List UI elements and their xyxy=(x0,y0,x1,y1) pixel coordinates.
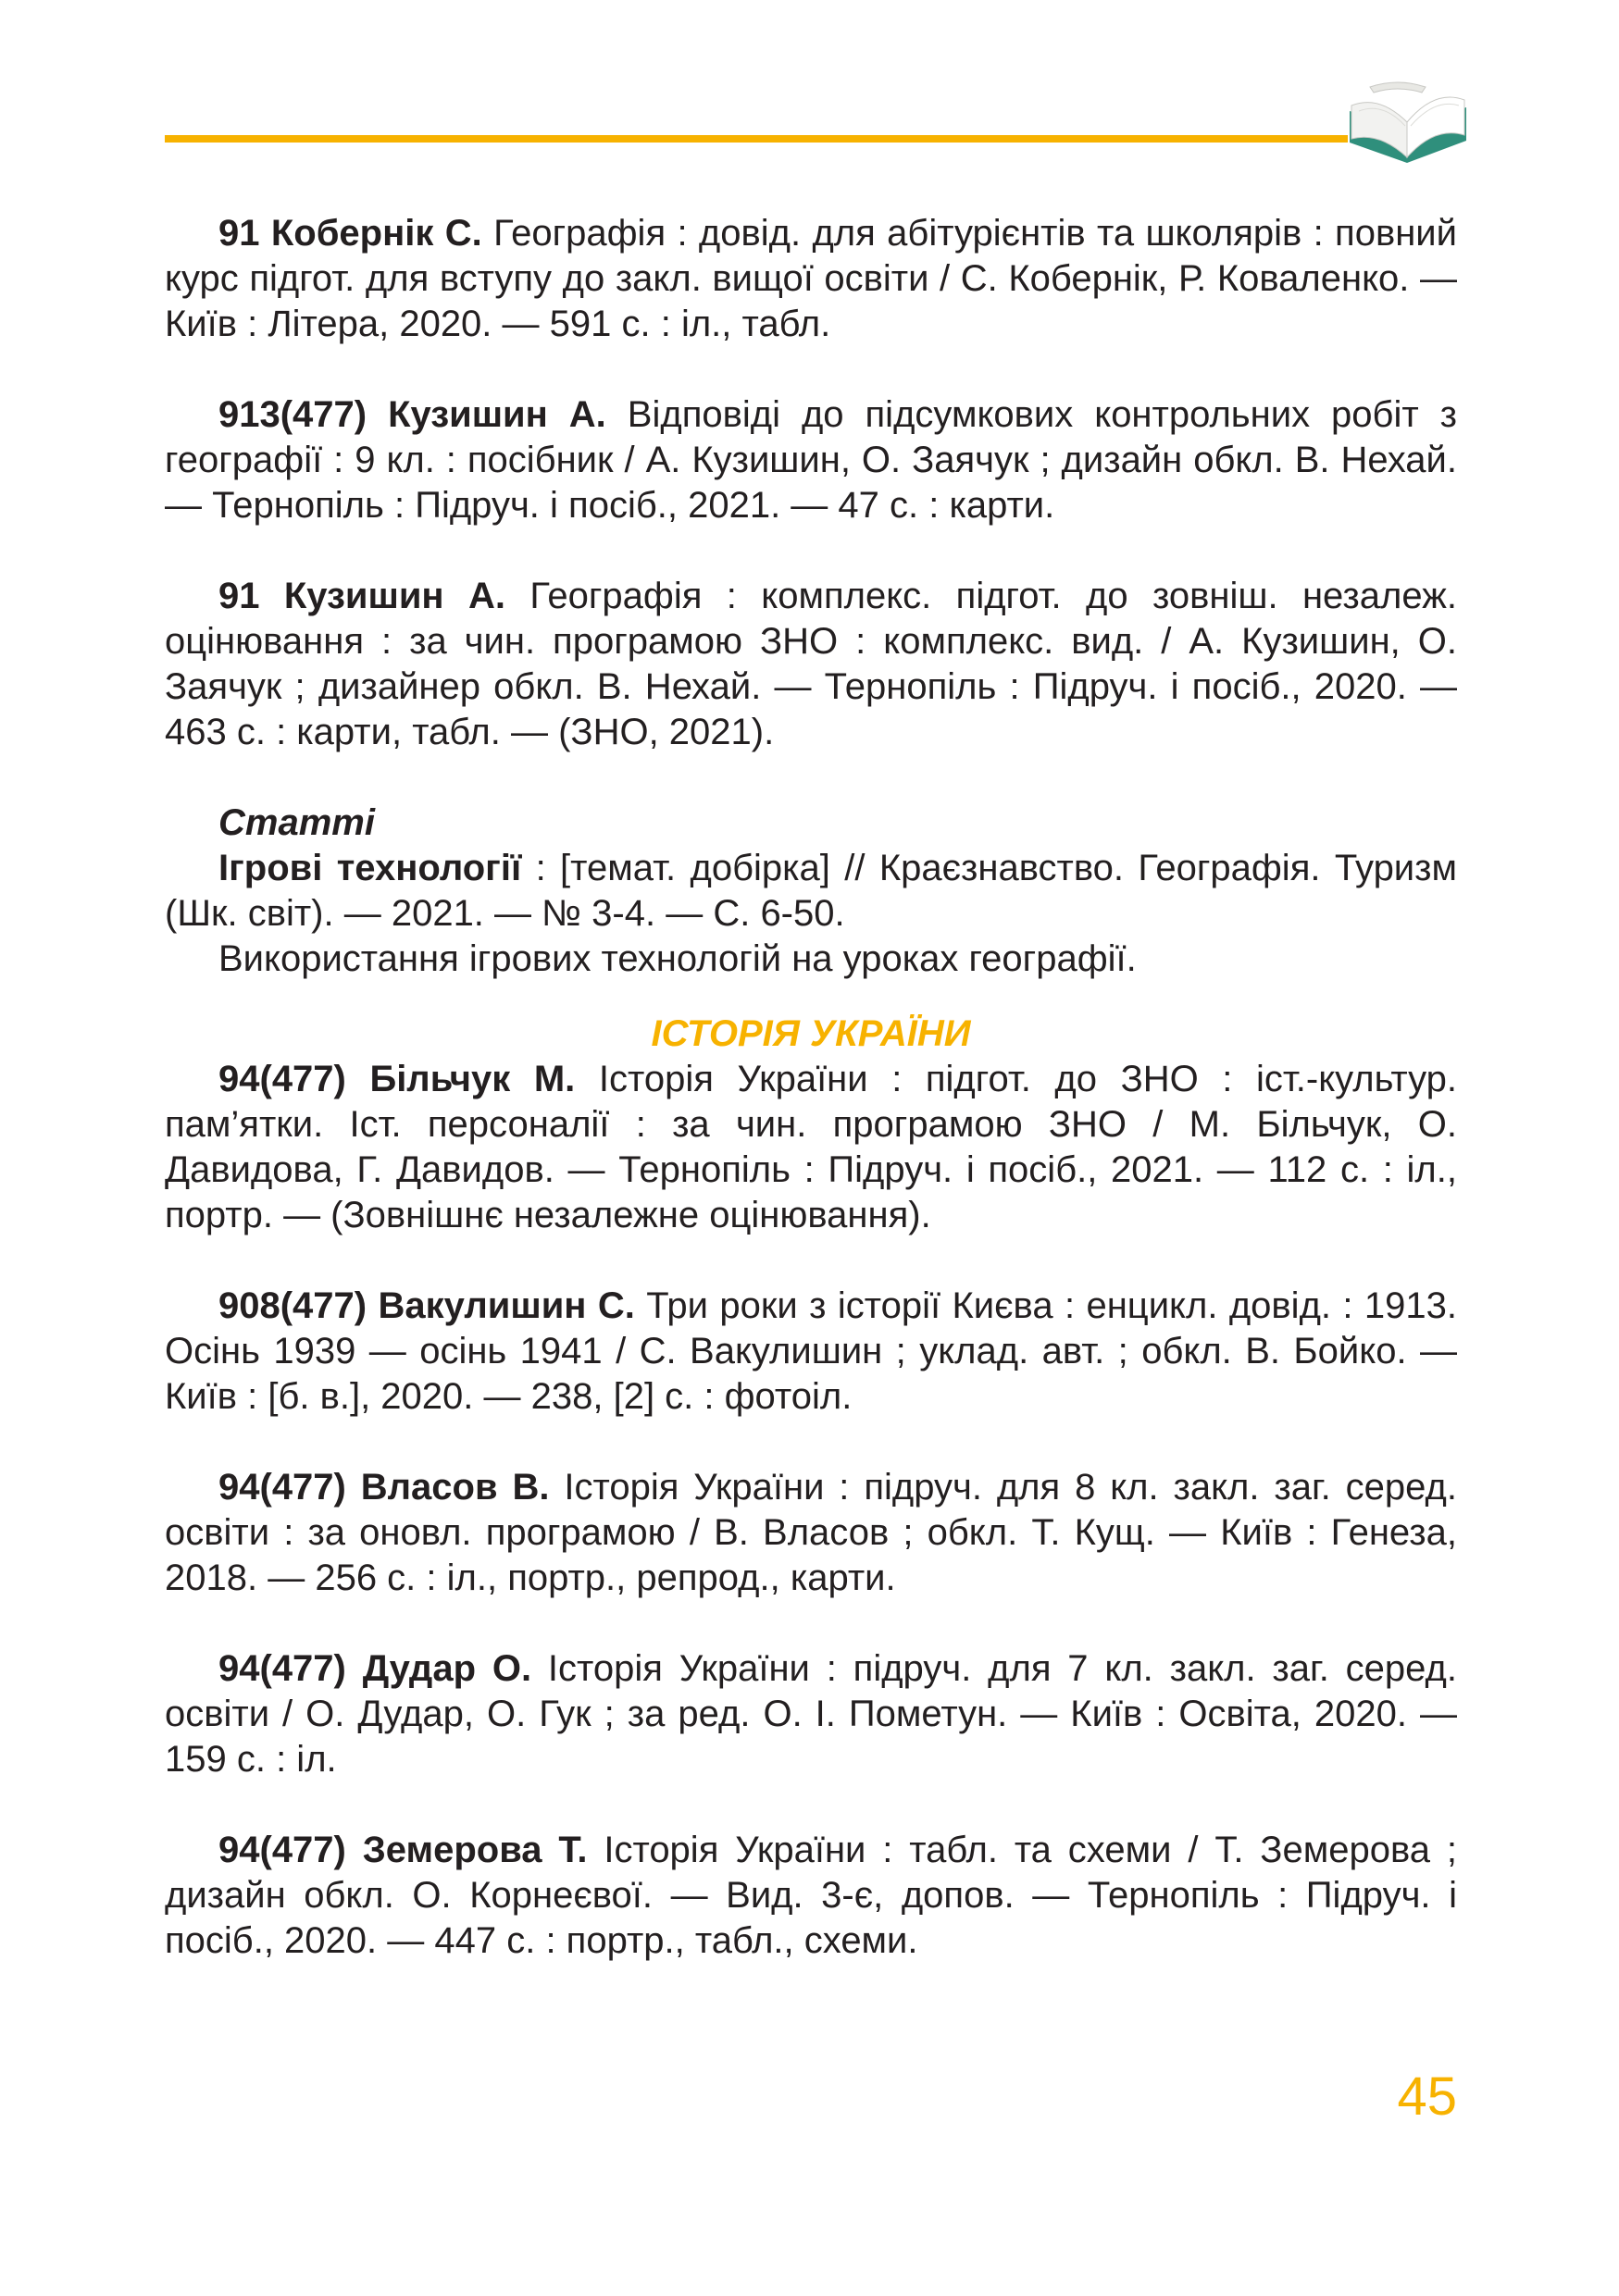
articles-label: Статті xyxy=(218,802,375,843)
entry-heading: 91 Кузишин А. xyxy=(218,576,505,616)
entry-heading: Ігрові технології xyxy=(218,848,522,888)
bib-entry xyxy=(165,1057,1457,1238)
bib-entry xyxy=(165,1828,1457,1964)
entry-heading: 913(477) Кузишин А. xyxy=(218,394,606,435)
entry-text: : [темат. добірка] // Краєзнавство. Географія. Туризм (Шк. світ). — 2021. — № 3-4. — С. 6-50. xyxy=(165,848,1457,934)
bibliography xyxy=(165,211,1457,2009)
entry-text: Історія України : табл. та схеми / Т. Земерова ; дизайн обкл. О. Корнеєвої. — Вид. 3-є, допов. — Тернопіль : Підруч. і посіб., 2020. — 447 с. : портр., табл., схеми. xyxy=(165,1830,1457,1961)
bib-entry xyxy=(165,1284,1457,1420)
entry-text: Географія : довід. для абітурієнтів та школярів : повний курс підгот. для вступу до закл. вищої освіти / С. Кобернік, Р. Коваленко. — Київ : Літера, 2020. — 591 с. : іл., табл. xyxy=(165,213,1457,344)
bib-entry xyxy=(165,392,1457,528)
article-note: Використання ігрових технологій на уроках географії. xyxy=(218,938,1137,979)
entry-heading: 908(477) Вакулишин С. xyxy=(218,1285,635,1326)
bib-entry xyxy=(165,211,1457,347)
entry-text: Історія України : підгот. до ЗНО : іст.-культур. пам’ятки. Іст. персоналії : за чин. програмою ЗНО / М. Більчук, О. Давидова, Г. Давидов. — Тернопіль : Підруч. і посіб., 2021. — 112 с. : іл., портр. — (Зовнішнє незалежне оцінювання). xyxy=(165,1059,1458,1235)
bib-entry xyxy=(165,1465,1457,1601)
entry-text: Історія України : підруч. для 8 кл. закл. заг. серед. освіти : за оновл. програмою / В. Власов ; обкл. Т. Кущ. — Київ : Генеза, 2018. — 256 с. : іл., портр., репрод., карти. xyxy=(165,1467,1457,1598)
bib-entry xyxy=(165,1646,1457,1782)
entry-heading: 94(477) Власов В. xyxy=(218,1467,550,1508)
page-number: 45 xyxy=(1397,2066,1457,2127)
entry-heading: 94(477) Дудар О. xyxy=(218,1648,532,1689)
open-book-icon xyxy=(1342,74,1472,167)
entry-heading: 94(477) Більчук М. xyxy=(218,1059,576,1099)
bib-entry xyxy=(165,574,1457,755)
entry-text: Відповіді до підсумкових контрольних робіт з географії : 9 кл. : посібник / А. Кузишин, О. Заячук ; дизайн обкл. В. Нехай. — Тернопіль : Підруч. і посіб., 2021. — 47 с. : карти. xyxy=(165,394,1457,526)
article-entry xyxy=(165,846,1457,937)
section-heading: ІСТОРІЯ УКРАЇНИ xyxy=(651,1013,971,1054)
entry-heading: 94(477) Земерова Т. xyxy=(218,1830,588,1870)
entry-text: Три роки з історії Києва : енцикл. довід. : 1913. Осінь 1939 — осінь 1941 / С. Вакулишин ; уклад. авт. ; обкл. В. Бойко. — Київ : [б. в.], 2020. — 238, [2] с. : фотоіл. xyxy=(165,1285,1457,1417)
entry-text: Географія : комплекс. підгот. до зовніш. незалеж. оцінювання : за чин. програмою ЗНО : комплекс. вид. / А. Кузишин, О. Заячук ; дизайнер обкл. В. Нехай. — Тернопіль : Підруч. і посіб., 2020. — 463 с. : карти, табл. — (ЗНО, 2021). xyxy=(165,576,1457,752)
entry-text: Історія України : підруч. для 7 кл. закл. заг. серед. освіти / О. Дудар, О. Гук ; за ред. О. І. Пометун. — Київ : Освіта, 2020. — 159 с. : іл. xyxy=(165,1648,1457,1780)
entry-heading: 91 Кобернік С. xyxy=(218,213,482,254)
header-rule xyxy=(165,135,1348,143)
